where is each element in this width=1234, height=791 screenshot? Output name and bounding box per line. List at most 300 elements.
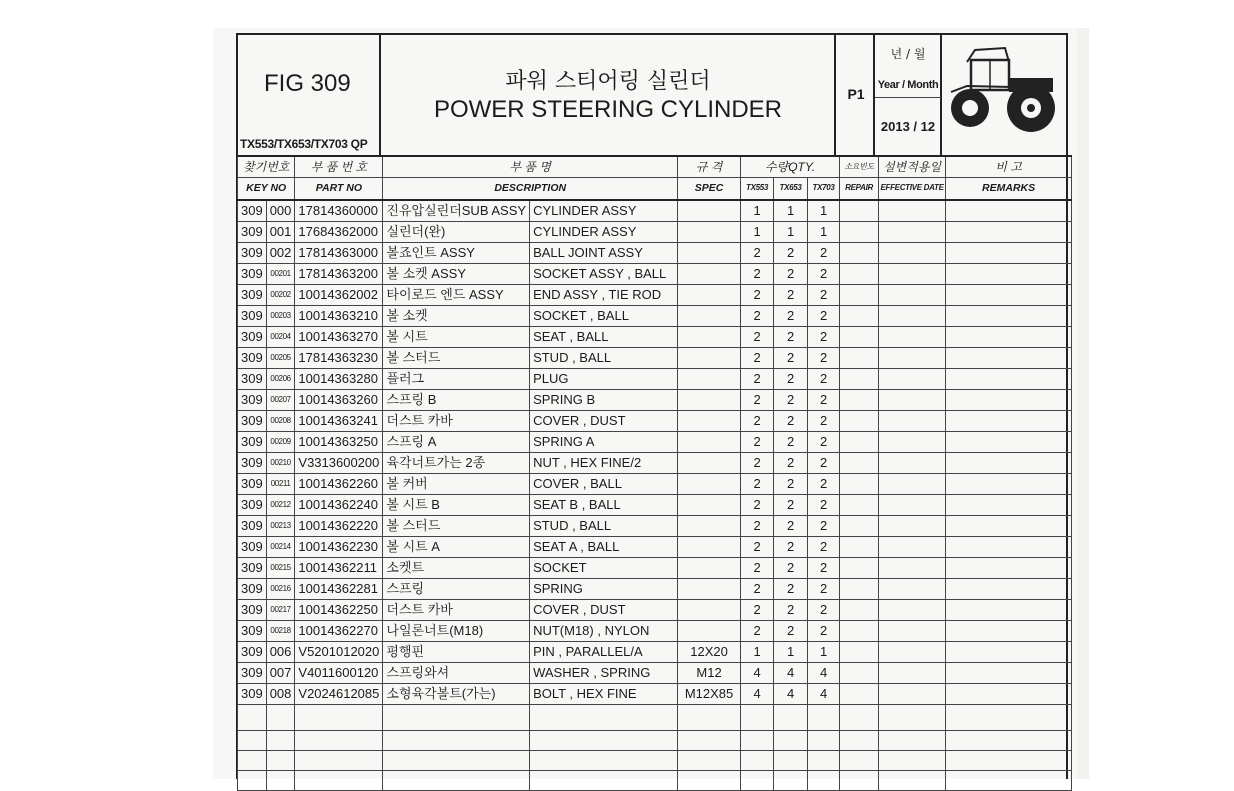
remarks: [946, 368, 1072, 389]
blank-cell: [774, 770, 808, 790]
qty-model-3: 2: [808, 410, 840, 431]
fig-number: 309: [238, 389, 267, 410]
qty-model-2: 2: [774, 347, 808, 368]
name-korean: 볼 스터드: [383, 347, 530, 368]
qty-model-1: 2: [741, 389, 774, 410]
key-number: 00206: [266, 368, 295, 389]
repair: [840, 242, 879, 263]
spec: [678, 410, 741, 431]
blank-cell: [741, 704, 774, 730]
repair: [840, 620, 879, 641]
name-english: SPRING: [530, 578, 678, 599]
part-number: 10014362270: [295, 620, 383, 641]
blank-cell: [741, 730, 774, 750]
table-row: [238, 641, 1072, 662]
qty-model-3: 2: [808, 368, 840, 389]
blank-cell: [530, 730, 678, 750]
qty-model-3: 2: [808, 284, 840, 305]
repair: [840, 326, 879, 347]
spec: [678, 536, 741, 557]
name-korean: 볼 소켓: [383, 305, 530, 326]
part-number: 10014363280: [295, 368, 383, 389]
effective-date: [879, 431, 946, 452]
col-part-kr: 부 품 번 호: [295, 156, 383, 178]
repair: [840, 410, 879, 431]
effective-date: [879, 641, 946, 662]
header-date-split: [875, 97, 941, 98]
name-english: BALL JOINT ASSY: [530, 242, 678, 263]
part-number: 10014363250: [295, 431, 383, 452]
blank-cell: [879, 730, 946, 750]
parts-table: [237, 155, 1072, 791]
remarks: [946, 494, 1072, 515]
key-number: 00210: [266, 452, 295, 473]
spec: [678, 578, 741, 599]
name-korean: 스프링: [383, 578, 530, 599]
part-number: 17684362000: [295, 221, 383, 242]
blank-cell: [808, 704, 840, 730]
name-korean: 볼죠인트 ASSY: [383, 242, 530, 263]
remarks: [946, 431, 1072, 452]
repair: [840, 578, 879, 599]
table-row: [238, 326, 1072, 347]
col-qty-model-2: TX653: [774, 178, 808, 200]
fig-number: 309: [238, 473, 267, 494]
qty-model-1: 2: [741, 578, 774, 599]
remarks: [946, 620, 1072, 641]
repair: [840, 305, 879, 326]
remarks: [946, 263, 1072, 284]
fig-number: 309: [238, 305, 267, 326]
name-english: WASHER , SPRING: [530, 662, 678, 683]
blank-cell: [238, 770, 267, 790]
name-english: PIN , PARALLEL/A: [530, 641, 678, 662]
qty-model-1: 2: [741, 431, 774, 452]
qty-model-1: 1: [741, 200, 774, 222]
qty-model-2: 2: [774, 473, 808, 494]
qty-model-1: 2: [741, 452, 774, 473]
remarks: [946, 452, 1072, 473]
blank-cell: [295, 730, 383, 750]
qty-model-1: 2: [741, 263, 774, 284]
col-part-en: PART NO: [295, 178, 383, 200]
qty-model-1: 2: [741, 410, 774, 431]
name-english: COVER , DUST: [530, 599, 678, 620]
spec: [678, 431, 741, 452]
fig-number: 309: [238, 515, 267, 536]
blank-cell: [678, 750, 741, 770]
name-english: SPRING A: [530, 431, 678, 452]
qty-model-1: 2: [741, 599, 774, 620]
blank-cell: [946, 704, 1072, 730]
col-repair-en: REPAIR: [840, 178, 879, 200]
qty-model-3: 2: [808, 536, 840, 557]
effective-date: [879, 494, 946, 515]
key-number: 001: [266, 221, 295, 242]
qty-model-3: 2: [808, 473, 840, 494]
blank-cell: [808, 730, 840, 750]
effective-date: [879, 578, 946, 599]
fig-number: 309: [238, 326, 267, 347]
qty-model-2: 2: [774, 263, 808, 284]
blank-cell: [808, 750, 840, 770]
key-number: 00208: [266, 410, 295, 431]
name-korean: 진유압실린더SUB ASSY: [383, 200, 530, 222]
blank-cell: [383, 730, 530, 750]
part-number: 10014362211: [295, 557, 383, 578]
qty-model-1: 1: [741, 221, 774, 242]
qty-model-2: 2: [774, 242, 808, 263]
key-number: 00213: [266, 515, 295, 536]
qty-model-3: 1: [808, 641, 840, 662]
spec: [678, 305, 741, 326]
key-number: 00215: [266, 557, 295, 578]
key-number: 00214: [266, 536, 295, 557]
remarks: [946, 284, 1072, 305]
fig-number: 309: [238, 662, 267, 683]
col-desc-kr: 부 품 명: [383, 156, 678, 178]
spec: [678, 389, 741, 410]
key-number: 00218: [266, 620, 295, 641]
remarks: [946, 536, 1072, 557]
part-number: 10014362240: [295, 494, 383, 515]
table-row: [238, 683, 1072, 704]
qty-model-2: 2: [774, 431, 808, 452]
part-number: 10014363270: [295, 326, 383, 347]
blank-cell: [741, 750, 774, 770]
blank-cell: [774, 704, 808, 730]
repair: [840, 431, 879, 452]
qty-model-3: 1: [808, 221, 840, 242]
blank-cell: [266, 704, 295, 730]
blank-cell: [946, 770, 1072, 790]
remarks: [946, 641, 1072, 662]
table-row: [238, 662, 1072, 683]
table-row: [238, 536, 1072, 557]
table-row: [238, 263, 1072, 284]
tractor-icon: [945, 42, 1063, 138]
key-number: 000: [266, 200, 295, 222]
col-repair-kr: 소요빈도: [840, 156, 879, 178]
effective-date: [879, 284, 946, 305]
table-row: [238, 305, 1072, 326]
name-korean: 볼 시트 A: [383, 536, 530, 557]
name-korean: 소켓트: [383, 557, 530, 578]
table-row: [238, 473, 1072, 494]
effective-date: [879, 221, 946, 242]
page-number: P1: [847, 86, 865, 102]
spec: [678, 242, 741, 263]
qty-model-1: 2: [741, 305, 774, 326]
qty-model-1: 4: [741, 662, 774, 683]
qty-model-3: 2: [808, 326, 840, 347]
name-korean: 볼 커버: [383, 473, 530, 494]
blank-cell: [678, 704, 741, 730]
repair: [840, 641, 879, 662]
qty-model-2: 4: [774, 662, 808, 683]
year-month-value: 2013 / 12: [880, 119, 936, 134]
part-number: 10014363260: [295, 389, 383, 410]
repair: [840, 200, 879, 222]
name-english: NUT(M18) , NYLON: [530, 620, 678, 641]
name-english: NUT , HEX FINE/2: [530, 452, 678, 473]
repair: [840, 284, 879, 305]
effective-date: [879, 473, 946, 494]
blank-cell: [879, 770, 946, 790]
figure-number: FIG 309: [264, 70, 351, 97]
qty-model-1: 2: [741, 620, 774, 641]
effective-date: [879, 263, 946, 284]
part-number: V4011600120: [295, 662, 383, 683]
effective-date: [879, 515, 946, 536]
qty-model-3: 2: [808, 620, 840, 641]
spec: [678, 620, 741, 641]
qty-model-3: 2: [808, 557, 840, 578]
qty-model-2: 2: [774, 389, 808, 410]
part-number: V5201012020: [295, 641, 383, 662]
remarks: [946, 389, 1072, 410]
qty-model-3: 2: [808, 347, 840, 368]
key-number: 006: [266, 641, 295, 662]
name-korean: 실린더(완): [383, 221, 530, 242]
fig-number: 309: [238, 599, 267, 620]
qty-model-2: 1: [774, 221, 808, 242]
part-number: 10014362281: [295, 578, 383, 599]
blank-cell: [383, 750, 530, 770]
remarks: [946, 473, 1072, 494]
name-korean: 육각너트가는 2종: [383, 452, 530, 473]
part-number: 10014362220: [295, 515, 383, 536]
remarks: [946, 578, 1072, 599]
part-number: 17814360000: [295, 200, 383, 222]
blank-cell: [879, 750, 946, 770]
header-row-korean: [238, 156, 1072, 178]
qty-model-2: 2: [774, 599, 808, 620]
col-qty-model-3: TX703: [808, 178, 840, 200]
blank-cell: [741, 770, 774, 790]
repair: [840, 389, 879, 410]
key-number: 00211: [266, 473, 295, 494]
name-english: BOLT , HEX FINE: [530, 683, 678, 704]
blank-cell: [530, 770, 678, 790]
remarks: [946, 410, 1072, 431]
table-row: [238, 599, 1072, 620]
col-desc-en: DESCRIPTION: [383, 178, 678, 200]
qty-model-3: 2: [808, 305, 840, 326]
spec: [678, 452, 741, 473]
name-english: SPRING B: [530, 389, 678, 410]
effective-date: [879, 599, 946, 620]
blank-cell: [946, 750, 1072, 770]
fig-number: 309: [238, 683, 267, 704]
name-korean: 볼 시트: [383, 326, 530, 347]
qty-model-2: 2: [774, 557, 808, 578]
part-number: 10014362250: [295, 599, 383, 620]
repair: [840, 347, 879, 368]
col-spec-kr: 규 격: [678, 156, 741, 178]
key-number: 00209: [266, 431, 295, 452]
qty-model-2: 2: [774, 368, 808, 389]
blank-cell: [295, 750, 383, 770]
fig-number: 309: [238, 641, 267, 662]
part-number: 10014362260: [295, 473, 383, 494]
qty-model-3: 2: [808, 515, 840, 536]
fig-number: 309: [238, 410, 267, 431]
repair: [840, 473, 879, 494]
qty-model-2: 2: [774, 620, 808, 641]
col-remarks-en: REMARKS: [946, 178, 1072, 200]
blank-cell: [879, 704, 946, 730]
remarks: [946, 599, 1072, 620]
col-qty-model-1: TX553: [741, 178, 774, 200]
table-row: [238, 389, 1072, 410]
repair: [840, 494, 879, 515]
effective-date: [879, 452, 946, 473]
key-number: 00217: [266, 599, 295, 620]
year-month-label: Year / Month: [877, 79, 939, 91]
name-korean: 볼 소켓 ASSY: [383, 263, 530, 284]
repair: [840, 683, 879, 704]
effective-date: [879, 662, 946, 683]
effective-date: [879, 536, 946, 557]
blank-cell: [295, 770, 383, 790]
part-number: V3313600200: [295, 452, 383, 473]
key-number: 00205: [266, 347, 295, 368]
qty-model-3: 2: [808, 263, 840, 284]
remarks: [946, 200, 1072, 222]
name-korean: 볼 스터드: [383, 515, 530, 536]
spec: [678, 326, 741, 347]
key-number: 00212: [266, 494, 295, 515]
name-english: STUD , BALL: [530, 347, 678, 368]
table-row: [238, 284, 1072, 305]
fig-number: 309: [238, 431, 267, 452]
qty-model-2: 1: [774, 200, 808, 222]
qty-model-2: 2: [774, 284, 808, 305]
blank-cell: [840, 704, 879, 730]
qty-model-1: 2: [741, 536, 774, 557]
qty-model-3: 2: [808, 578, 840, 599]
qty-model-1: 2: [741, 368, 774, 389]
repair: [840, 452, 879, 473]
repair: [840, 557, 879, 578]
key-number: 002: [266, 242, 295, 263]
qty-model-2: 4: [774, 683, 808, 704]
key-number: 00203: [266, 305, 295, 326]
qty-model-1: 2: [741, 326, 774, 347]
name-english: COVER , BALL: [530, 473, 678, 494]
name-english: SEAT A , BALL: [530, 536, 678, 557]
spec: [678, 515, 741, 536]
name-korean: 더스트 카바: [383, 599, 530, 620]
qty-model-1: 1: [741, 641, 774, 662]
spec: [678, 221, 741, 242]
effective-date: [879, 305, 946, 326]
qty-model-1: 2: [741, 557, 774, 578]
name-korean: 더스트 카바: [383, 410, 530, 431]
title-korean: 파워 스티어링 실린더: [505, 69, 711, 94]
spec: [678, 473, 741, 494]
fig-number: 309: [238, 284, 267, 305]
fig-number: 309: [238, 620, 267, 641]
table-row: [238, 221, 1072, 242]
table-row: [238, 410, 1072, 431]
spec: [678, 599, 741, 620]
fig-number: 309: [238, 452, 267, 473]
blank-cell: [840, 750, 879, 770]
remarks: [946, 221, 1072, 242]
effective-date: [879, 242, 946, 263]
blank-cell: [295, 704, 383, 730]
qty-model-3: 2: [808, 494, 840, 515]
qty-model-2: 2: [774, 410, 808, 431]
qty-model-1: 2: [741, 284, 774, 305]
blank-row: [238, 730, 1072, 750]
fig-number: 309: [238, 221, 267, 242]
qty-model-1: 2: [741, 473, 774, 494]
effective-date: [879, 326, 946, 347]
part-number: 10014363210: [295, 305, 383, 326]
qty-model-3: 2: [808, 431, 840, 452]
name-english: CYLINDER ASSY: [530, 200, 678, 222]
blank-row: [238, 750, 1072, 770]
qty-model-1: 2: [741, 242, 774, 263]
name-english: COVER , DUST: [530, 410, 678, 431]
fig-number: 309: [238, 578, 267, 599]
name-english: STUD , BALL: [530, 515, 678, 536]
col-key-en: KEY NO: [238, 178, 295, 200]
qty-model-1: 2: [741, 494, 774, 515]
remarks: [946, 683, 1072, 704]
spec: [678, 368, 741, 389]
qty-model-2: 2: [774, 326, 808, 347]
blank-cell: [530, 704, 678, 730]
qty-model-3: 4: [808, 662, 840, 683]
table-row: [238, 347, 1072, 368]
blank-cell: [530, 750, 678, 770]
remarks: [946, 326, 1072, 347]
remarks: [946, 242, 1072, 263]
table-row: [238, 368, 1072, 389]
table-row: [238, 452, 1072, 473]
blank-cell: [266, 750, 295, 770]
remarks: [946, 662, 1072, 683]
key-number: 00207: [266, 389, 295, 410]
table-row: [238, 242, 1072, 263]
blank-cell: [946, 730, 1072, 750]
fig-number: 309: [238, 200, 267, 222]
qty-model-1: 4: [741, 683, 774, 704]
qty-model-3: 1: [808, 200, 840, 222]
effective-date: [879, 200, 946, 222]
part-number: 17814363200: [295, 263, 383, 284]
part-number: 10014362230: [295, 536, 383, 557]
part-number: 10014363241: [295, 410, 383, 431]
repair: [840, 515, 879, 536]
key-number: 008: [266, 683, 295, 704]
repair: [840, 536, 879, 557]
effective-date: [879, 620, 946, 641]
qty-model-2: 2: [774, 305, 808, 326]
qty-model-3: 2: [808, 389, 840, 410]
fig-number: 309: [238, 242, 267, 263]
fig-number: 309: [238, 347, 267, 368]
fig-number: 309: [238, 263, 267, 284]
name-english: SOCKET: [530, 557, 678, 578]
remarks: [946, 347, 1072, 368]
qty-model-3: 2: [808, 599, 840, 620]
spec: M12: [678, 662, 741, 683]
